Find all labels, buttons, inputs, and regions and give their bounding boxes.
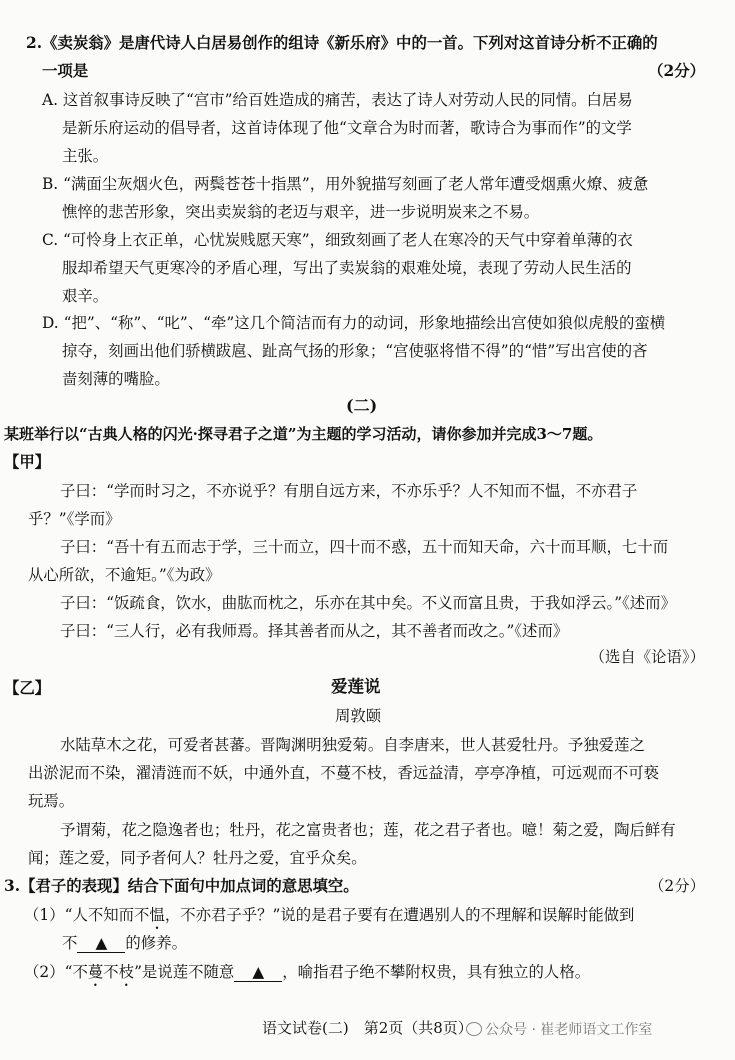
watermark-text: 公众号 · 崔老师语文工作室 [485,1022,653,1038]
q3-s1b-suffix: 的修养。 [125,934,187,952]
yi-label: 【乙】 [4,679,51,697]
q3-sentence-2 [24,962,590,990]
q2-option-a-line3: 主张。 [62,147,109,165]
q2-option-b-line2: 憔悴的悲苦形象，突出卖炭翁的老迈与艰辛，进一步说明炭来之不易。 [62,203,540,221]
jia-source: （选自《论语》） [589,648,705,666]
yi-passage-2-line1: 予谓菊，花之隐逸者也；牡丹，花之富贵者也；莲，花之君子者也。噫！菊之爱，陶后鲜有 [60,821,676,839]
yi-passage-2-line2: 闻；莲之爱，同予者何人？牡丹之爱，宜乎众矣。 [28,849,367,867]
yi-title: 爱莲说 [331,677,381,696]
q3-s2-dotted-word-1: 蔓 [87,963,104,981]
section-title: (二) [346,396,378,415]
q2-stem-line1: 2.《卖炭翁》是唐代诗人白居易创作的组诗《新乐府》中的一首。下列对这首诗分析不正确的 [26,34,658,52]
q3-s1-suffix: ，不亦君子乎？”说的是君子要有在遭遇别人的不理解和误解时能做到 [164,906,635,924]
yi-passage-1-line3: 玩焉。 [28,792,75,810]
yi-passage-1-line2: 出淤泥而不染，濯清涟而不妖，中通外直，不蔓不枝，香远益清，亭亭净植，可远观而不可亵 [28,764,660,782]
jia-passage-3: 子曰：“饭疏食，饮水，曲肱而枕之，乐亦在其中矣。不义而富且贵，于我如浮云。”《述而》 [60,594,676,612]
wechat-icon [466,1022,482,1036]
q2-option-b-line1: B. “满面尘灰烟火色，两鬓苍苍十指黑”，用外貌描写刻画了老人常年遭受烟熏火燎、疲惫 [42,175,649,193]
q3-s2-text: ”是说莲不随意 [134,963,235,981]
q3-sentence-1 [24,905,634,933]
section-intro: 某班举行以“古典人格的闪光·探寻君子之道”为主题的学习活动，请你参加并完成3～7题。 [4,425,603,443]
yi-author: 周敦颐 [335,707,382,725]
jia-passage-4: 子曰：“三人行，必有我师焉。择其善者而从之，其不善者而改之。”《述而》 [60,622,569,640]
q3-blank-2-mark: ▲ [252,963,265,981]
jia-passage-1-line1: 子曰：“学而时习之，不亦说乎？有朋自远方来，不亦乐乎？人不知而不愠，不亦君子 [60,482,638,500]
q3-blank-2[interactable] [234,963,282,982]
q2-option-c-line3: 艰辛。 [62,287,109,305]
q2-option-d-line2: 掠夺，刻画出他们骄横跋扈、趾高气扬的形象；“宫使驱将惜不得”的“惜”写出宫使的吝 [62,342,648,360]
q3-blank-1-mark: ▲ [95,934,108,952]
q3-stem [4,876,359,896]
q3-s2-suffix: ，喻指君子绝不攀附权贵，具有独立的人格。 [282,963,591,981]
q3-s2-mid: 不 [103,963,119,981]
q2-stem-line2: 一项是 [42,62,89,80]
q3-s2-prefix: （2）“不 [24,963,88,981]
q3-s1-dotted-word: 愠 [149,906,165,924]
q3-s2-dotted-word-2: 枝 [118,963,135,981]
q2-option-a-line1: A. 这首叙事诗反映了“宫市”给百姓造成的痛苦，表达了诗人对劳动人民的同情。白居易 [42,91,633,109]
jia-passage-2-line1: 子曰：“吾十有五而志于学，三十而立，四十而不惑，五十而知天命，六十而耳顺，七十而 [60,538,669,556]
jia-passage-1-line2: 乎？”《学而》 [28,510,121,528]
q2-option-c-line2: 服却希望天气更寒冷的矛盾心理，写出了卖炭翁的艰难处境，表现了劳动人民生活的 [62,259,632,277]
q3-sentence-1-line2 [62,933,187,953]
q2-option-d-line3: 啬刻薄的嘴脸。 [62,370,170,388]
watermark [466,1020,652,1040]
q2-score: （2分） [648,62,705,80]
page-footer: 语文试卷(二) 第2页（共8页） [262,1019,473,1037]
q3-s1b-prefix: 不 [62,934,78,952]
q3-stem-text: 3.【君子的表现】结合下面句中加点词的意思填空。 [4,877,359,895]
q2-option-a-line2: 是新乐府运动的倡导者，这首诗体现了他“文章合为时而著，歌诗合为事而作”的文学 [62,119,632,137]
q3-blank-1[interactable] [77,934,125,953]
q2-option-d-line1: D. “把”、“称”、“叱”、“牵”这几个简洁而有力的动词，形象地描绘出宫使如狼似虎般的蛮横 [42,314,666,332]
q3-score: （2分） [649,877,705,895]
q2-option-c-line1: C. “可怜身上衣正单，心忧炭贱愿天寒”，细致刻画了老人在寒冷的天气中穿着单薄的衣 [42,231,633,249]
q3-s1-prefix: （1）“人不知而不 [24,906,150,924]
yi-passage-1-line1: 水陆草木之花，可爱者甚蕃。晋陶渊明独爱菊。自李唐来，世人甚爱牡丹。予独爱莲之 [60,736,645,754]
jia-label: 【甲】 [4,453,51,471]
jia-passage-2-line2: 从心所欲，不逾矩。”《为政》 [28,566,221,584]
